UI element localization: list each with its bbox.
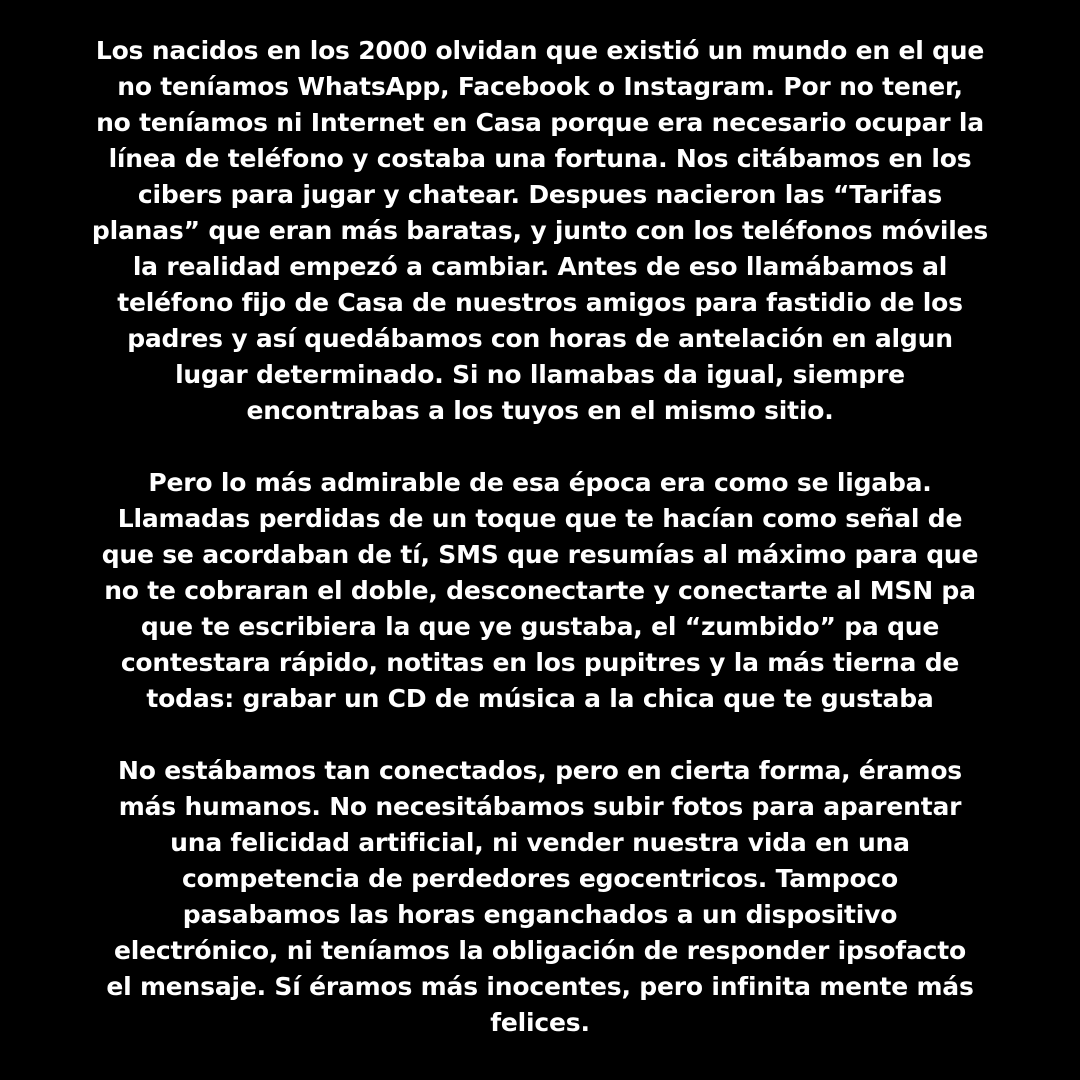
text-line: el mensaje. Sí éramos más inocentes, pero infinita mente más xyxy=(106,972,974,1001)
text-line: Los nacidos en los 2000 olvidan que existió un mundo en el que xyxy=(95,36,985,65)
paragraph-1 xyxy=(60,33,1020,429)
text-line: planas” que eran más baratas, y junto con los teléfonos móviles xyxy=(91,216,989,245)
text-line: no teníamos WhatsApp, Facebook o Instagram. Por no tener, xyxy=(117,72,963,101)
text-line: que te escribiera la que ye gustaba, el “zumbido” pa que xyxy=(140,612,940,641)
text-line: electrónico, ni teníamos la obligación de responder ipsofacto xyxy=(113,936,966,965)
text-line: no teníamos ni Internet en Casa porque era necesario ocupar la xyxy=(96,108,984,137)
text-line: línea de teléfono y costaba una fortuna. Nos citábamos en los xyxy=(108,144,972,173)
text-line: encontrabas a los tuyos en el mismo sitio. xyxy=(246,396,834,425)
text-line: pasabamos las horas enganchados a un dispositivo xyxy=(182,900,898,929)
text-line: una felicidad artificial, ni vender nuestra vida en una xyxy=(170,828,910,857)
text-line: más humanos. No necesitábamos subir fotos para aparentar xyxy=(118,792,962,821)
text-line: lugar determinado. Si no llamabas da igual, siempre xyxy=(175,360,905,389)
paragraph-2 xyxy=(60,465,1020,717)
text-line: no te cobraran el doble, desconectarte y conectarte al MSN pa xyxy=(104,576,976,605)
text-line: teléfono fijo de Casa de nuestros amigos para fastidio de los xyxy=(117,288,963,317)
text-line: padres y así quedábamos con horas de antelación en algun xyxy=(127,324,953,353)
text-line: que se acordaban de tí, SMS que resumías al máximo para que xyxy=(101,540,979,569)
paragraph-3 xyxy=(60,753,1020,1041)
text-line: cibers para jugar y chatear. Despues nacieron las “Tarifas xyxy=(137,180,943,209)
text-line: felices. xyxy=(490,1008,590,1037)
text-line: Pero lo más admirable de esa época era como se ligaba. xyxy=(148,468,932,497)
text-line: contestara rápido, notitas en los pupitres y la más tierna de xyxy=(120,648,960,677)
text-post xyxy=(60,33,1020,1041)
text-line: la realidad empezó a cambiar. Antes de eso llamábamos al xyxy=(132,252,948,281)
text-line: competencia de perdedores egocentricos. Tampoco xyxy=(181,864,899,893)
text-line: Llamadas perdidas de un toque que te hacían como señal de xyxy=(117,504,963,533)
text-line: No estábamos tan conectados, pero en cierta forma, éramos xyxy=(118,756,962,785)
text-line: todas: grabar un CD de música a la chica que te gustaba xyxy=(146,684,934,713)
